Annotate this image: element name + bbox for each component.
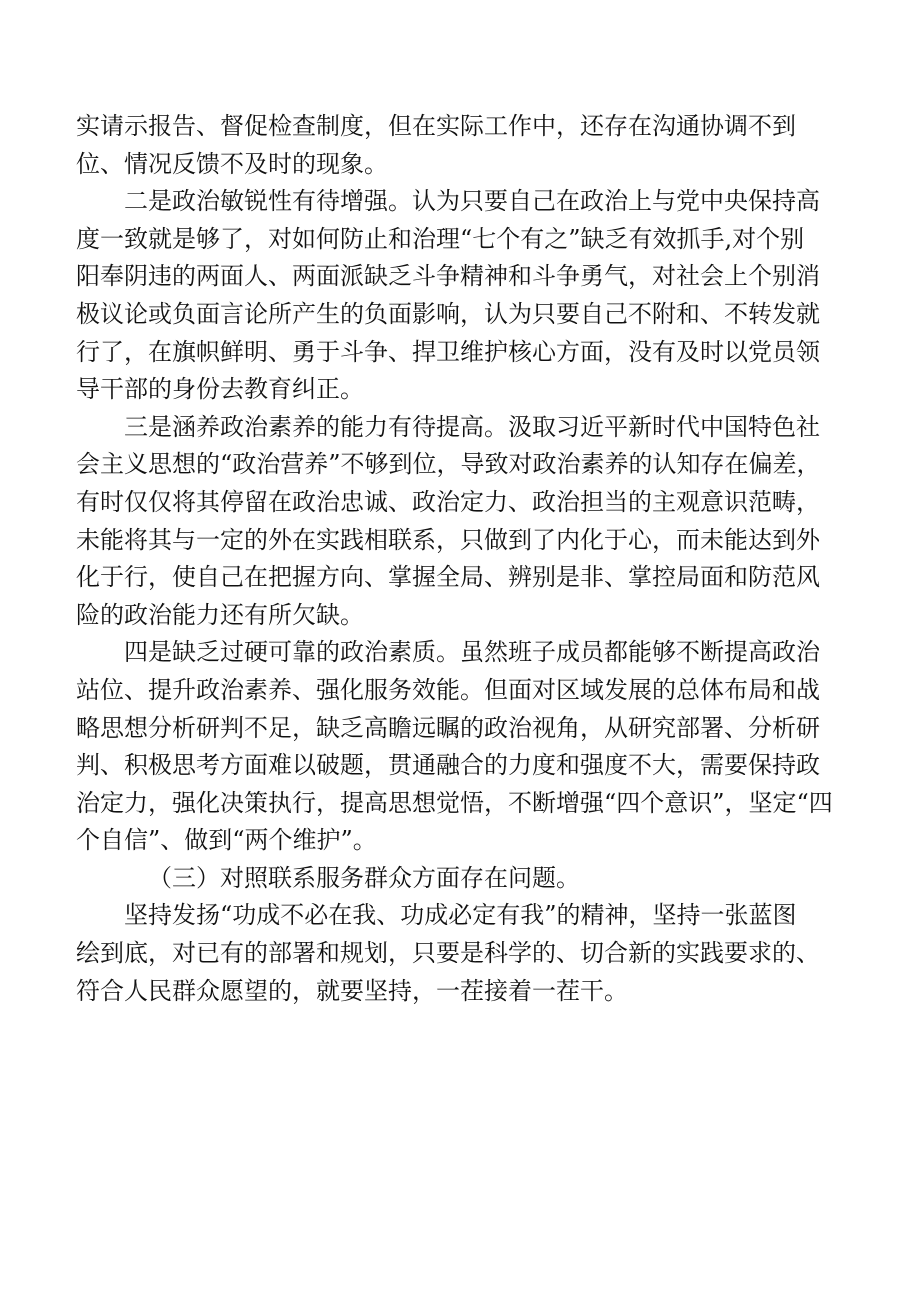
text-line: 导干部的身份去教育纠正。 [76, 375, 364, 404]
paragraph-political-literacy [76, 409, 836, 635]
text-line: 个自信”、做到“两个维护”。 [76, 826, 377, 855]
paragraph-continuation [76, 108, 836, 183]
text-line: 险的政治能力还有所欠缺。 [76, 600, 364, 629]
heading-line: （三）对照联系服务群众方面存在问题。 [148, 863, 580, 892]
section-heading [76, 860, 836, 898]
text-line: 行了，在旗帜鲜明、勇于斗争、捍卫维护核心方面，没有及时以党员领 [76, 337, 820, 366]
text-line: 略思想分析研判不足，缺乏高瞻远瞩的政治视角，从研究部署、分析研 [76, 713, 820, 742]
text-line: 化于行，使自己在把握方向、掌握全局、辨别是非、掌控局面和防范风 [76, 563, 820, 592]
text-line: 三是涵养政治素养的能力有待提高。汲取习近平新时代中国特色社 [124, 412, 820, 441]
text-line: 有时仅仅将其停留在政治忠诚、政治定力、政治担当的主观意识范畴， [76, 487, 820, 516]
paragraph-serve-masses [76, 897, 836, 1010]
paragraph-political-quality [76, 634, 836, 860]
text-line: 站位、提升政治素养、强化服务效能。但面对区域发展的总体布局和战 [76, 675, 820, 704]
text-line: 坚持发扬“功成不必在我、功成必定有我”的精神，坚持一张蓝图 [124, 901, 797, 930]
text-line: 度一致就是够了，对如何防止和治理“七个有之”缺乏有效抓手,对个别 [76, 224, 805, 253]
text-line: 实请示报告、督促检查制度，但在实际工作中，还存在沟通协调不到 [76, 112, 796, 140]
text-line: 二是政治敏锐性有待增强。认为只要自己在政治上与党中央保持高 [124, 187, 820, 216]
text-line: 阳奉阴违的两面人、两面派缺乏斗争精神和斗争勇气，对社会上个别消 [76, 262, 820, 291]
text-line: 治定力，强化决策执行，提高思想觉悟，不断增强“四个意识”，坚定“四 [76, 788, 833, 817]
text-line: 位、情况反馈不及时的现象。 [76, 149, 388, 178]
text-line: 四是缺乏过硬可靠的政治素质。虽然班子成员都能够不断提高政治 [124, 638, 820, 667]
text-line: 判、积极思考方面难以破题，贯通融合的力度和强度不大，需要保持政 [76, 751, 820, 780]
text-line: 未能将其与一定的外在实践相联系，只做到了内化于心，而未能达到外 [76, 525, 820, 554]
text-line: 极议论或负面言论所产生的负面影响，认为只要自己不附和、不转发就 [76, 299, 820, 328]
text-line: 绘到底，对已有的部署和规划，只要是科学的、切合新的实践要求的、 [76, 939, 820, 968]
paragraph-political-sensitivity [76, 183, 836, 409]
text-line: 会主义思想的“政治营养”不够到位，导致对政治素养的认知存在偏差， [76, 450, 821, 479]
text-line: 符合人民群众愿望的，就要坚持，一茬接着一茬干。 [76, 976, 628, 1005]
document-body [76, 108, 836, 1010]
